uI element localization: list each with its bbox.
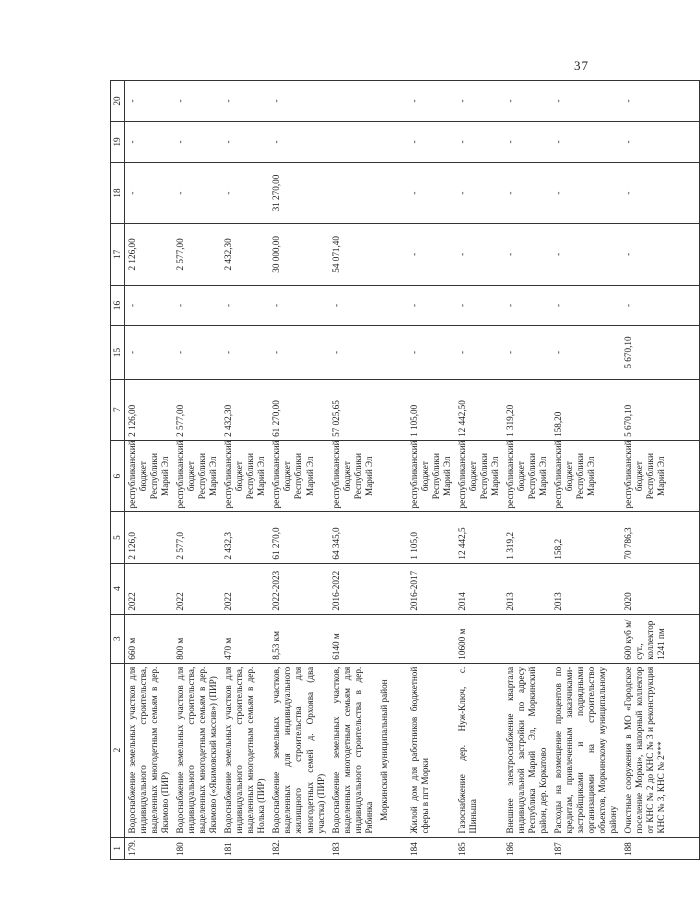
header-cell: 6: [111, 440, 125, 512]
row-number: 183: [329, 837, 377, 859]
amount-col-20: [329, 81, 377, 122]
estimated-cost: 2 577,0: [173, 512, 221, 563]
amount-col-18: -: [125, 162, 174, 223]
amount-col-16: -: [125, 285, 174, 326]
amount-col-17: -: [503, 224, 551, 285]
amount-col-19: -: [503, 121, 551, 162]
capacity: 10600 м: [455, 614, 503, 663]
amount-col-18: [329, 162, 377, 223]
capacity: 8,53 км: [269, 614, 328, 663]
amount-col-19: -: [551, 121, 621, 162]
amount-col-17: -: [455, 224, 503, 285]
object-description: Очистные сооружения в МО «Городское поселение Морки», напорный коллектор от КНС № 2 до КНС № 3 и реконструкция КНС № 3, КНС № 2***: [621, 663, 699, 837]
object-description: Водоснабжение земельных участков, выделенных многодетным семьям для индивидуального строительства в дер. Рябинка: [329, 663, 377, 837]
header-cell: 20: [111, 81, 125, 122]
table-row: [621, 81, 699, 860]
capacity: 660 м: [125, 614, 174, 663]
total-amount: 12 442,50: [455, 379, 503, 440]
amount-col-15: 5 670,10: [621, 326, 699, 379]
amount-col-18: -: [455, 162, 503, 223]
amount-col-19: -: [455, 121, 503, 162]
object-description: Газоснабжение дер. Нуж-Ключ, с. Шиньша: [455, 663, 503, 837]
row-number: [377, 837, 407, 859]
estimated-cost: 1 319,2: [503, 512, 551, 563]
total-amount: [377, 379, 407, 440]
funding-source: республиканский бюджет Республики Марий Эл: [173, 440, 221, 512]
amount-col-16: -: [221, 285, 269, 326]
total-amount: 1 105,00: [407, 379, 455, 440]
amount-col-15: -: [125, 326, 174, 379]
period: 2022: [173, 563, 221, 614]
amount-col-15: -: [329, 326, 377, 379]
header-cell: 19: [111, 121, 125, 162]
estimated-cost: 2 432,3: [221, 512, 269, 563]
period: 2020: [621, 563, 699, 614]
amount-col-15: -: [551, 326, 621, 379]
amount-col-17: -: [621, 224, 699, 285]
object-description: Водоснабжение земельных участков для индивидуального строительства, выделенных многодетным семьям в дер. Якимово (ПИР): [125, 663, 174, 837]
estimated-cost: 12 442,5: [455, 512, 503, 563]
header-cell: 18: [111, 162, 125, 223]
amount-col-15: -: [221, 326, 269, 379]
total-amount: 57 025,65: [329, 379, 377, 440]
amount-col-18: -: [221, 162, 269, 223]
table-row: [173, 81, 221, 860]
row-number: 186: [503, 837, 551, 859]
amount-col-19: -: [407, 121, 455, 162]
total-amount: 2 577,00: [173, 379, 221, 440]
table-row: [269, 81, 328, 860]
amount-col-20: -: [503, 81, 551, 122]
capacity: 600 куб м/сут., коллектор 1241 пм: [621, 614, 699, 663]
amount-col-18: -: [621, 162, 699, 223]
funding-source: республиканский бюджет Республики Марий Эл: [455, 440, 503, 512]
funding-source: республиканский бюджет Республики Марий Эл: [125, 440, 174, 512]
period: 2022-2023: [269, 563, 328, 614]
amount-col-19: -: [269, 121, 328, 162]
object-description: Водоснабжение земельных участков для индивидуального строительства, выделенных многодетным семьям в дер. Нолька (ПИР): [221, 663, 269, 837]
amount-col-20: -: [173, 81, 221, 122]
capacity: [503, 614, 551, 663]
section-row: [377, 81, 407, 860]
period: [377, 563, 407, 614]
row-number: 185: [455, 837, 503, 859]
amount-col-18: -: [551, 162, 621, 223]
funding-source: республиканский бюджет Республики Марий Эл: [621, 440, 699, 512]
period: 2016-2022: [329, 563, 377, 614]
table-row: [125, 81, 174, 860]
amount-col-18: -: [173, 162, 221, 223]
amount-col-16: -: [329, 285, 377, 326]
capacity: [407, 614, 455, 663]
row-number: 188: [621, 837, 699, 859]
total-amount: 2 126,00: [125, 379, 174, 440]
capacity: [551, 614, 621, 663]
amount-col-20: -: [455, 81, 503, 122]
amount-col-19: -: [173, 121, 221, 162]
amount-col-20: -: [551, 81, 621, 122]
object-description: Расходы на возмещение процентов по кредитам, привлеченным заказчиками-застройщиками и подрядными организациями на строительство объектов, Моркинскому муниципальному району: [551, 663, 621, 837]
row-number: 179.: [125, 837, 174, 859]
period: 2013: [503, 563, 551, 614]
amount-col-15: -: [269, 326, 328, 379]
table-row: [455, 81, 503, 860]
header-cell: 16: [111, 285, 125, 326]
header-cell: 15: [111, 326, 125, 379]
total-amount: 1 319,20: [503, 379, 551, 440]
table-row: [221, 81, 269, 860]
funding-source: республиканский бюджет Республики Марий Эл: [329, 440, 377, 512]
amount-col-20: -: [621, 81, 699, 122]
amount-col-17: 54 071,40: [329, 224, 377, 285]
amount-col-18: [377, 162, 407, 223]
row-number: 187: [551, 837, 621, 859]
funding-source: республиканский бюджет Республики Марий Эл: [551, 440, 621, 512]
object-description: Водоснабжение земельных участков, выделенных для индивидуального жилищного строительства для многодетных семей д. Орхоява (два участка) (ПИР): [269, 663, 328, 837]
capacity: 800 м: [173, 614, 221, 663]
amount-col-18: 31 270,00: [269, 162, 328, 223]
amount-col-18: -: [407, 162, 455, 223]
amount-col-16: -: [551, 285, 621, 326]
amount-col-19: -: [125, 121, 174, 162]
capacity: 470 м: [221, 614, 269, 663]
row-number: 181: [221, 837, 269, 859]
funding-source: республиканский бюджет Республики Марий Эл: [221, 440, 269, 512]
amount-col-19: -: [621, 121, 699, 162]
amount-col-17: -: [407, 224, 455, 285]
amount-col-19: -: [221, 121, 269, 162]
estimated-cost: 2 126,0: [125, 512, 174, 563]
section-title: Моркинский муниципальный район: [377, 663, 407, 837]
header-cell: 2: [111, 663, 125, 837]
funding-source: республиканский бюджет Республики Марий Эл: [503, 440, 551, 512]
amount-col-19: [377, 121, 407, 162]
header-cell: 3: [111, 614, 125, 663]
capacity: 6140 м: [329, 614, 377, 663]
estimated-cost: [377, 512, 407, 563]
estimated-cost: 64 345,0: [329, 512, 377, 563]
table-row: [551, 81, 621, 860]
total-amount: 2 432,30: [221, 379, 269, 440]
amount-col-15: -: [455, 326, 503, 379]
table-row: [407, 81, 455, 860]
funding-source: республиканский бюджет Республики Марий Эл: [269, 440, 328, 512]
estimated-cost: 158,2: [551, 512, 621, 563]
object-description: Внешнее электроснабжение квартала индивидуальной застройки по адресу Республика Марий Эл, Моркинский район, дер. Коркатово: [503, 663, 551, 837]
amount-col-16: -: [503, 285, 551, 326]
funding-source: [377, 440, 407, 512]
estimated-cost: 70 786,3: [621, 512, 699, 563]
header-cell: 17: [111, 224, 125, 285]
amount-col-15: -: [407, 326, 455, 379]
amount-col-20: -: [221, 81, 269, 122]
amount-col-16: -: [455, 285, 503, 326]
period: 2014: [455, 563, 503, 614]
amount-col-16: -: [173, 285, 221, 326]
amount-col-17: 2 126,00: [125, 224, 174, 285]
amount-col-20: [377, 81, 407, 122]
amount-col-15: -: [503, 326, 551, 379]
amount-col-16: [377, 285, 407, 326]
amount-col-17: [377, 224, 407, 285]
capacity: [377, 614, 407, 663]
header-cell: 1: [111, 837, 125, 859]
object-description: Жилой дом для работников бюджетной сферы в пгт Морки: [407, 663, 455, 837]
page-number: 37: [574, 58, 589, 73]
amount-col-18: -: [503, 162, 551, 223]
estimated-cost: 1 105,0: [407, 512, 455, 563]
amount-col-20: -: [407, 81, 455, 122]
funding-source: республиканский бюджет Республики Марий Эл: [407, 440, 455, 512]
header-row: [111, 81, 125, 860]
header-cell: 7: [111, 379, 125, 440]
amount-col-17: 2 432,30: [221, 224, 269, 285]
table-row: [329, 81, 377, 860]
period: 2022: [221, 563, 269, 614]
row-number: 182.: [269, 837, 328, 859]
period: 2016-2017: [407, 563, 455, 614]
total-amount: 158,20: [551, 379, 621, 440]
table-row: [503, 81, 551, 860]
total-amount: 61 270,00: [269, 379, 328, 440]
header-cell: 5: [111, 512, 125, 563]
budget-table: [110, 80, 700, 860]
row-number: 180: [173, 837, 221, 859]
header-cell: 4: [111, 563, 125, 614]
amount-col-16: -: [407, 285, 455, 326]
period: 2022: [125, 563, 174, 614]
amount-col-19: [329, 121, 377, 162]
amount-col-17: -: [551, 224, 621, 285]
estimated-cost: 61 270,0: [269, 512, 328, 563]
amount-col-20: -: [269, 81, 328, 122]
period: 2013: [551, 563, 621, 614]
amount-col-16: -: [621, 285, 699, 326]
amount-col-16: -: [269, 285, 328, 326]
amount-col-15: -: [173, 326, 221, 379]
amount-col-15: [377, 326, 407, 379]
row-number: 184: [407, 837, 455, 859]
rotated-table-container: [110, 80, 667, 860]
amount-col-17: 2 577,00: [173, 224, 221, 285]
total-amount: 5 670,10: [621, 379, 699, 440]
amount-col-17: 30 000,00: [269, 224, 328, 285]
object-description: Водоснабжение земельных участков для индивидуального строительства, выделенных многодетным семьям в дер. Якимово («Якимовский массив») (ПИР): [173, 663, 221, 837]
amount-col-20: -: [125, 81, 174, 122]
